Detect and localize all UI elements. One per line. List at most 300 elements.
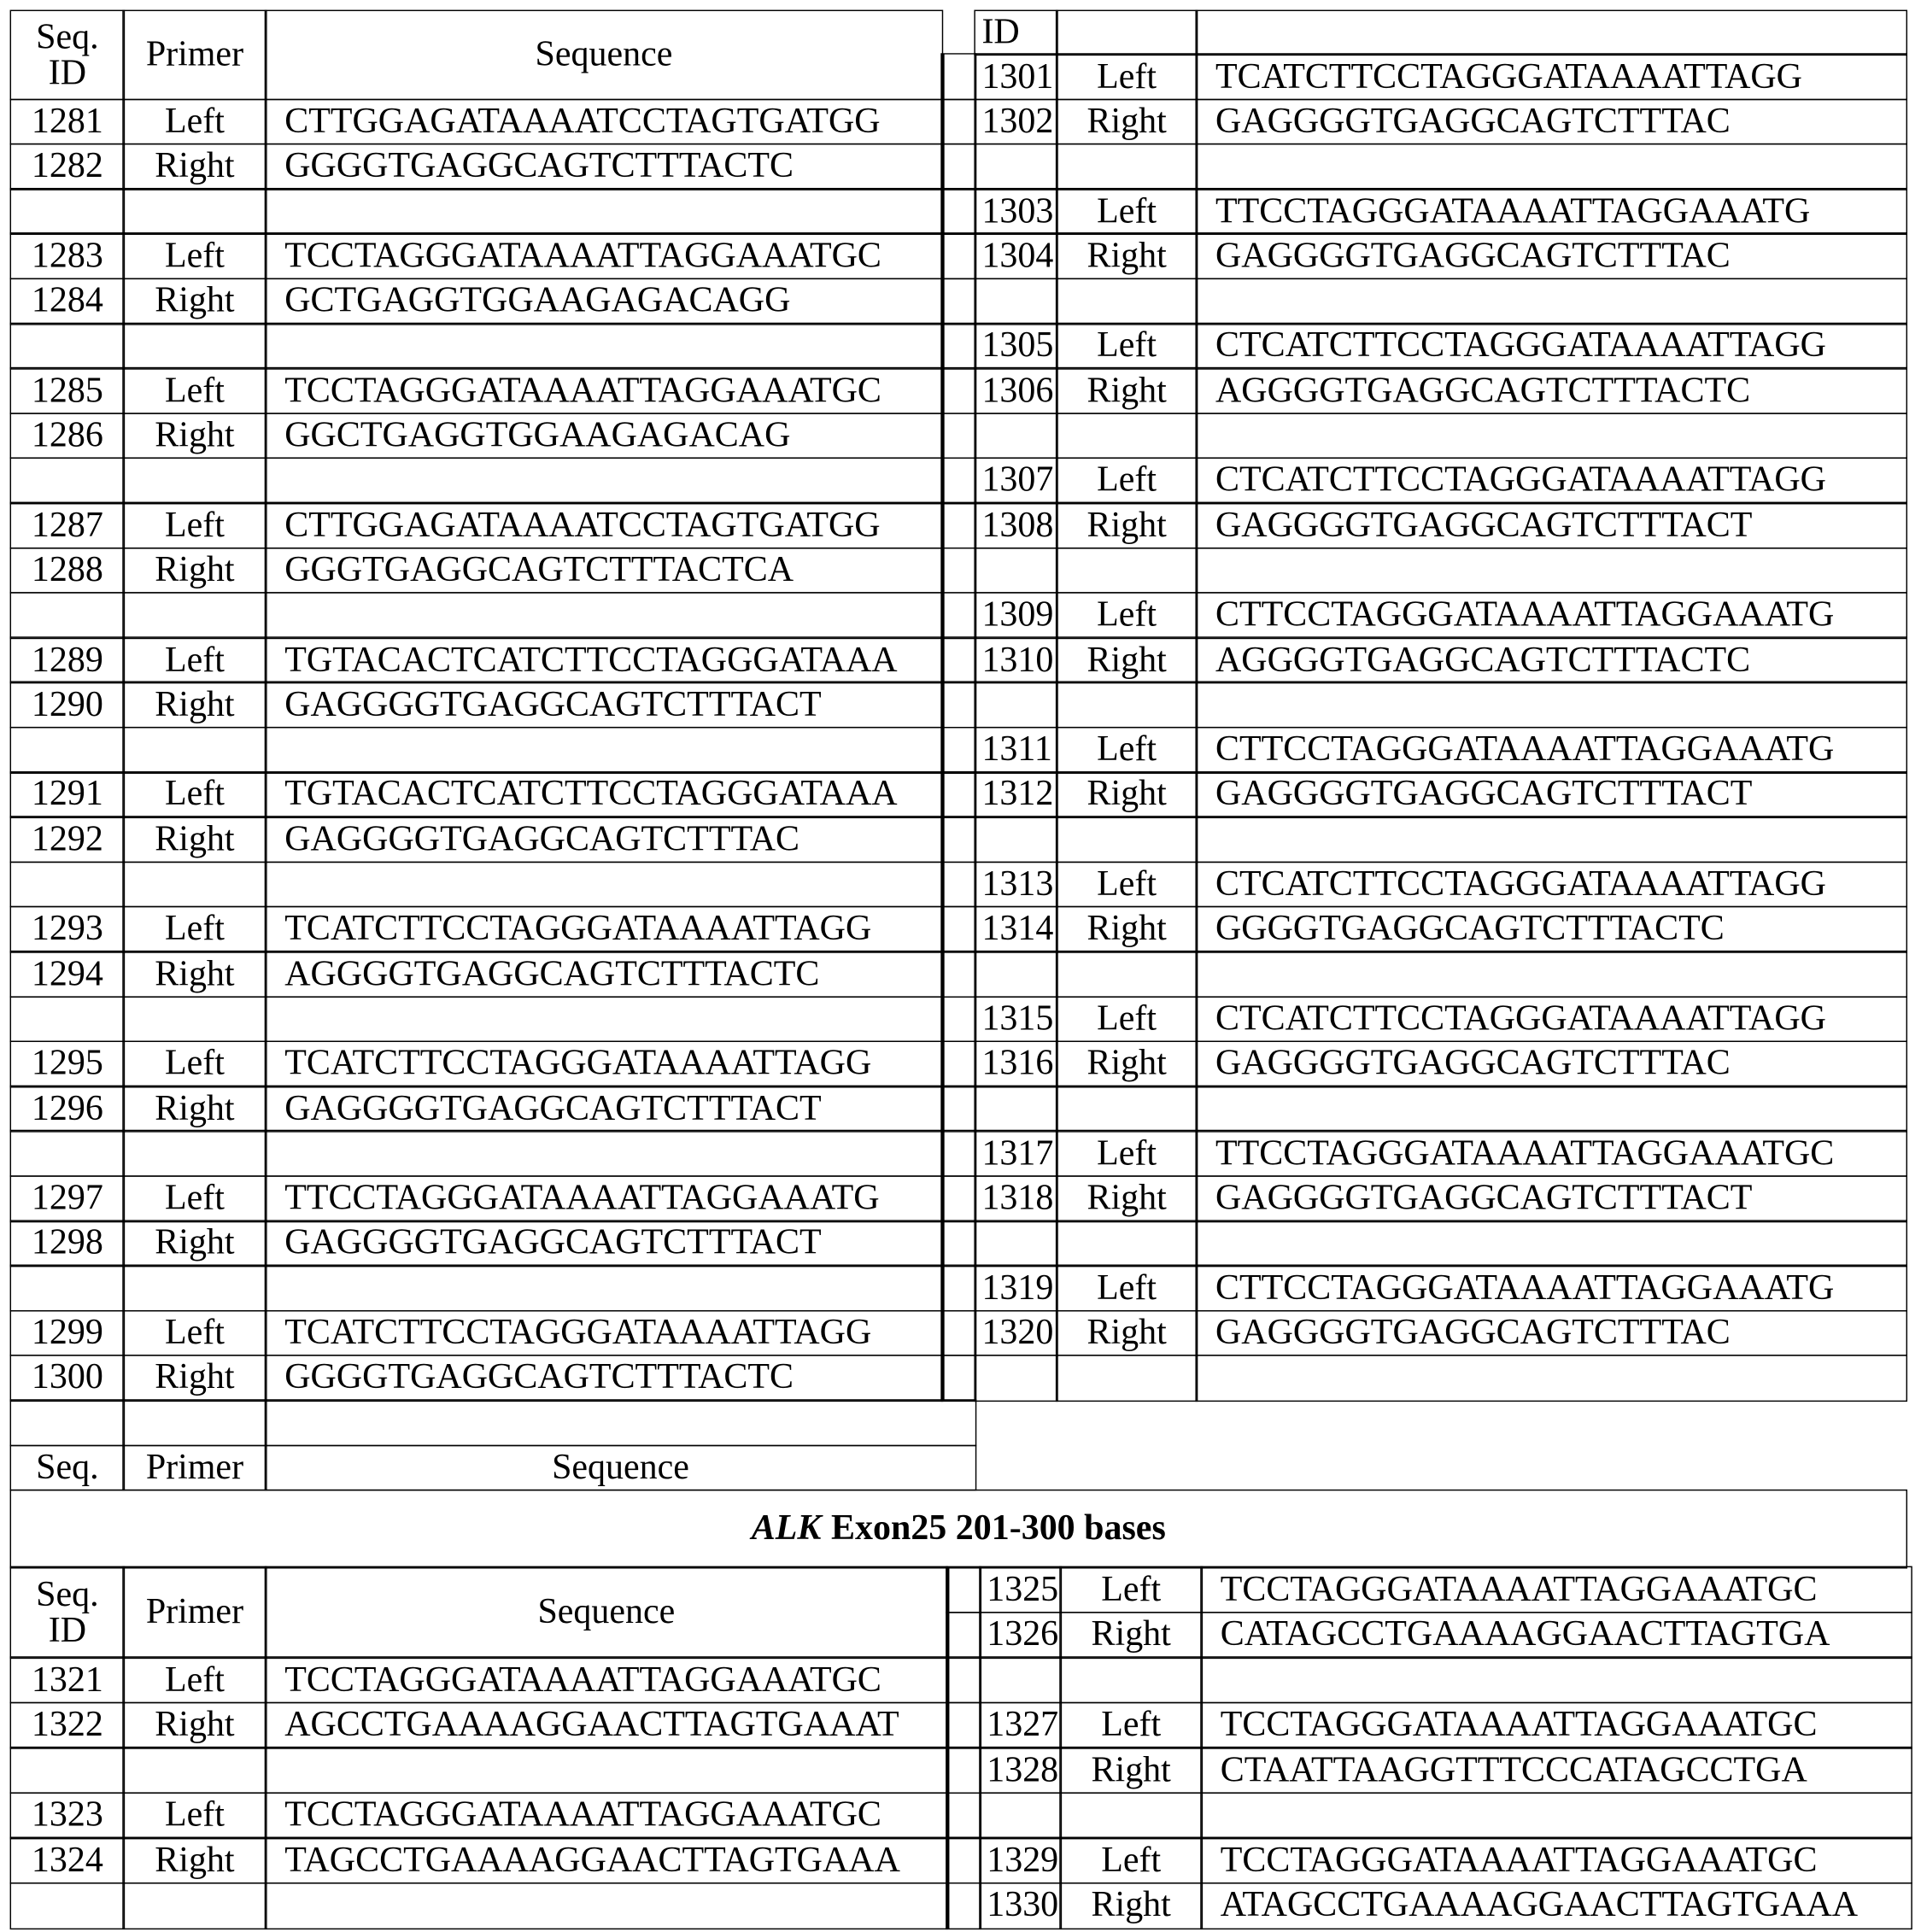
- row-stub: [941, 727, 976, 774]
- seq-id-cell: [10, 906, 125, 953]
- seq-id-cell: [10, 1175, 125, 1222]
- seq-id-cell: [10, 1355, 125, 1402]
- primer-cell-text: Right: [1086, 1180, 1166, 1216]
- continued-header-primer-text: Primer: [146, 1449, 243, 1485]
- empty-cell: [975, 143, 1058, 190]
- sequence-cell: [1196, 367, 1907, 414]
- seq-id-cell-text: 1313: [981, 867, 1053, 903]
- sequence-cell: [1201, 1837, 1912, 1884]
- primer-cell: [123, 278, 267, 325]
- primer-cell-text: Left: [165, 507, 225, 543]
- primer-cell-text: Right: [1086, 911, 1166, 947]
- primer-cell-text: Right: [1086, 642, 1166, 678]
- row-stub: [941, 323, 976, 370]
- sequence-cell-text: TCATCTTCCTAGGGATAAAATTAGG: [284, 1046, 871, 1082]
- sequence-cell: [1196, 637, 1907, 684]
- sequence-cell-text: TCCTAGGGATAAAATTAGGAAATGC: [1221, 1842, 1818, 1878]
- primer-cell: [123, 1355, 267, 1402]
- empty-cell: [10, 457, 125, 504]
- primer-cell-text: Right: [155, 553, 234, 588]
- sequence-cell-text: TCATCTTCCTAGGGATAAAATTAGG: [284, 911, 871, 947]
- seq-id-cell: [975, 367, 1058, 414]
- seq-id-cell: [980, 1882, 1062, 1929]
- empty-cell: [1196, 951, 1907, 998]
- sequence-cell: [265, 367, 943, 414]
- seq-id-cell: [10, 98, 125, 145]
- primer-cell-text: Left: [1101, 1842, 1161, 1878]
- seq-id-cell: [10, 1657, 125, 1704]
- sequence-cell: [1196, 1310, 1907, 1357]
- sequence-cell: [1196, 727, 1907, 774]
- row-stub: [941, 54, 976, 101]
- sequence-cell-text: TAGCCTGAAAAGGAACTTAGTGAAA: [284, 1842, 900, 1878]
- sequence-cell: [265, 278, 943, 325]
- empty-cell: [975, 1355, 1058, 1402]
- sequence-cell-text: TCCTAGGGATAAAATTAGGAAATGC: [284, 1798, 881, 1834]
- seq-id-cell: [975, 592, 1058, 639]
- primer-cell: [1056, 233, 1198, 280]
- seq-id-cell: [975, 996, 1058, 1043]
- primer-cell: [1060, 1701, 1203, 1748]
- seq-id-cell-text: 1292: [32, 822, 103, 858]
- seq-id-cell: [10, 637, 125, 684]
- primer-cell: [1056, 1310, 1198, 1357]
- seq-id-cell: [975, 98, 1058, 145]
- primer-cell-text: Right: [155, 284, 234, 319]
- primer-cell: [123, 233, 267, 280]
- sequence-cell: [265, 1220, 943, 1267]
- empty-cell: [1060, 1792, 1203, 1839]
- primer-cell-text: Right: [1086, 1315, 1166, 1351]
- sequence-cell-text: CTTCCTAGGGATAAAATTAGGAAATG: [1215, 732, 1834, 768]
- seq-id-cell: [10, 367, 125, 414]
- seq-id-cell: [10, 1837, 125, 1884]
- gene-name: ALK: [752, 1511, 822, 1547]
- seq-id-cell-text: 1303: [981, 194, 1053, 230]
- empty-cell: [1196, 10, 1907, 56]
- primer-cell: [1056, 54, 1198, 101]
- primer-table-document: [0, 0, 1921, 1932]
- continued-header-seq-text: Seq.: [36, 1449, 98, 1485]
- primer-cell-text: Right: [1086, 1046, 1166, 1082]
- seq-id-cell-text: 1317: [981, 1136, 1053, 1172]
- sequence-cell-text: TCATCTTCCTAGGGATAAAATTAGG: [284, 1315, 871, 1351]
- sequence-cell: [1196, 323, 1907, 370]
- row-stub: [946, 1837, 981, 1884]
- primer-cell: [1060, 1566, 1203, 1613]
- sequence-cell: [1196, 54, 1907, 101]
- primer-cell: [123, 817, 267, 864]
- empty-cell: [265, 457, 943, 504]
- primer-cell-text: Right: [155, 957, 234, 992]
- sequence-cell: [265, 906, 943, 953]
- seq-id-cell-text: 1287: [32, 507, 103, 543]
- primer-cell-text: Right: [1086, 103, 1166, 139]
- seq-id-cell-text: 1283: [32, 238, 103, 274]
- row-stub: [941, 682, 976, 729]
- primer-cell: [123, 1837, 267, 1884]
- empty-cell: [123, 188, 267, 235]
- empty-cell: [1056, 413, 1198, 460]
- empty-cell: [975, 817, 1058, 864]
- sequence-cell-text: TGTACACTCATCTTCCTAGGGATAAA: [284, 776, 897, 812]
- continued-header-primer: [123, 1444, 267, 1491]
- empty-cell: [1056, 1086, 1198, 1133]
- sequence-cell-text: TTCCTAGGGATAAAATTAGGAAATG: [284, 1180, 879, 1216]
- sequence-cell-text: CATAGCCTGAAAAGGAACTTAGTGA: [1221, 1617, 1830, 1653]
- sequence-cell: [265, 1310, 943, 1357]
- primer-cell: [123, 1701, 267, 1748]
- seq-id-cell-text: 1305: [981, 328, 1053, 364]
- continued-header-sequence-text: Sequence: [552, 1449, 689, 1485]
- sequence-cell-text: TTCCTAGGGATAAAATTAGGAAATG: [1215, 194, 1810, 230]
- primer-cell-text: Right: [155, 1842, 234, 1878]
- sequence-cell-text: CTTGGAGATAAAATCCTAGTGATGG: [284, 103, 880, 139]
- primer-cell-text: Right: [155, 1226, 234, 1262]
- empty-cell: [1196, 413, 1907, 460]
- empty-cell: [975, 951, 1058, 998]
- sequence-cell: [1201, 1566, 1912, 1613]
- sequence-cell: [1201, 1701, 1912, 1748]
- sequence-cell-text: GGGTGAGGCAGTCTTTACTCA: [284, 553, 794, 588]
- seq-id-cell-text: 1314: [981, 911, 1053, 947]
- sequence-cell: [1196, 502, 1907, 549]
- seq-id-cell-text: 1301: [981, 59, 1053, 95]
- row-stub: [946, 1792, 981, 1839]
- row-stub: [941, 278, 976, 325]
- sequence-cell-text: TCCTAGGGATAAAATTAGGAAATGC: [284, 373, 881, 409]
- empty-cell: [10, 996, 125, 1043]
- sequence-cell: [265, 1837, 948, 1884]
- row-stub: [941, 906, 976, 953]
- primer-cell-text: Left: [165, 103, 225, 139]
- sequence-cell-text: TGTACACTCATCTTCCTAGGGATAAA: [284, 642, 897, 678]
- primer-cell-text: Left: [1097, 194, 1157, 230]
- primer-cell: [1056, 1265, 1198, 1312]
- primer-cell: [1056, 1130, 1198, 1177]
- primer-cell: [123, 682, 267, 729]
- seq-id-cell-text: 1284: [32, 284, 103, 319]
- row-stub: [946, 1747, 981, 1794]
- row-stub: [941, 1086, 976, 1133]
- row-stub: [941, 1130, 976, 1177]
- primer-cell-text: Left: [165, 911, 225, 947]
- primer-cell: [1056, 1175, 1198, 1222]
- seq-id-cell-text: 1290: [32, 687, 103, 723]
- sequence-cell: [265, 1792, 948, 1839]
- empty-cell: [265, 1882, 948, 1929]
- seq-id-cell-text: 1321: [32, 1662, 103, 1698]
- sequence-cell: [1196, 592, 1907, 639]
- sequence-cell: [1196, 906, 1907, 953]
- sequence-cell-text: TCCTAGGGATAAAATTAGGAAATGC: [1221, 1572, 1818, 1607]
- primer-cell: [1056, 1040, 1198, 1087]
- empty-cell: [265, 1265, 943, 1312]
- seq-id-cell: [975, 906, 1058, 953]
- row-stub: [946, 1566, 981, 1613]
- primer-cell: [123, 547, 267, 594]
- empty-cell: [10, 861, 125, 908]
- sequence-cell: [1196, 1265, 1907, 1312]
- primer-cell: [123, 1086, 267, 1133]
- seq-id-cell: [10, 413, 125, 460]
- seq-id-cell-text: 1327: [987, 1707, 1058, 1743]
- empty-cell: [123, 861, 267, 908]
- header-id: [975, 10, 1058, 56]
- header-seq-id: [10, 1566, 125, 1659]
- primer-cell-text: Left: [165, 1798, 225, 1834]
- seq-id-cell-text: 1307: [981, 463, 1053, 499]
- sequence-cell-text: TCCTAGGGATAAAATTAGGAAATGC: [284, 1662, 881, 1698]
- seq-id-cell: [10, 278, 125, 325]
- primer-cell-text: Right: [1086, 776, 1166, 812]
- empty-cell: [10, 1882, 125, 1929]
- primer-cell-text: Left: [165, 1662, 225, 1698]
- row-stub: [941, 502, 976, 549]
- row-stub: [946, 1701, 981, 1748]
- empty-cell: [123, 996, 267, 1043]
- primer-cell: [123, 367, 267, 414]
- sequence-cell-text: TCCTAGGGATAAAATTAGGAAATGC: [1221, 1707, 1818, 1743]
- seq-id-cell: [10, 1086, 125, 1133]
- empty-cell: [1056, 1355, 1198, 1402]
- primer-cell: [123, 906, 267, 953]
- row-stub: [941, 817, 976, 864]
- sequence-cell: [1196, 861, 1907, 908]
- sequence-cell-text: GAGGGGTGAGGCAGTCTTTAC: [284, 822, 799, 858]
- primer-cell-text: Right: [155, 1360, 234, 1396]
- primer-cell: [1056, 906, 1198, 953]
- sequence-cell-text: ATAGCCTGAAAAGGAACTTAGTGAAA: [1221, 1888, 1858, 1923]
- empty-cell: [975, 1220, 1058, 1267]
- sequence-cell: [265, 1657, 948, 1704]
- sequence-cell: [1201, 1747, 1912, 1794]
- primer-cell: [1060, 1747, 1203, 1794]
- primer-cell-text: Left: [1101, 1572, 1161, 1607]
- header-sequence: [265, 10, 943, 100]
- row-stub: [941, 1175, 976, 1222]
- sequence-cell-text: GGGGTGAGGCAGTCTTTACTC: [284, 1360, 794, 1396]
- primer-cell-text: Right: [1092, 1888, 1171, 1923]
- primer-cell: [123, 502, 267, 549]
- seq-id-cell-text: 1318: [981, 1180, 1053, 1216]
- primer-cell: [1056, 188, 1198, 235]
- sequence-cell-text: TCCTAGGGATAAAATTAGGAAATGC: [284, 238, 881, 274]
- empty-cell: [975, 547, 1058, 594]
- seq-id-cell: [10, 547, 125, 594]
- seq-id-cell-text: 1298: [32, 1226, 103, 1262]
- empty-cell: [265, 1130, 943, 1177]
- row-stub: [941, 1310, 976, 1357]
- primer-cell-text: Left: [1097, 1136, 1157, 1172]
- primer-cell: [1056, 457, 1198, 504]
- empty-cell: [10, 1400, 125, 1447]
- sequence-cell: [1196, 1175, 1907, 1222]
- sequence-cell-text: GGGGTGAGGCAGTCTTTACTC: [284, 149, 794, 184]
- section-title-text: Exon25 201-300 bases: [831, 1511, 1166, 1547]
- seq-id-cell-text: 1297: [32, 1180, 103, 1216]
- empty-cell: [10, 323, 125, 370]
- sequence-cell: [265, 547, 943, 594]
- empty-cell: [265, 188, 943, 235]
- sequence-cell: [1196, 1130, 1907, 1177]
- seq-id-cell-text: 1316: [981, 1046, 1053, 1082]
- empty-cell: [1196, 1086, 1907, 1133]
- header-sequence-text: Sequence: [537, 1595, 675, 1630]
- sequence-cell-text: TCATCTTCCTAGGGATAAAATTAGG: [1215, 59, 1802, 95]
- sequence-cell-text: GGCTGAGGTGGAAGAGACAG: [284, 418, 790, 454]
- empty-cell: [10, 727, 125, 774]
- seq-id-cell: [10, 771, 125, 818]
- empty-cell: [1056, 10, 1198, 56]
- sequence-cell: [1201, 1882, 1912, 1929]
- header-seq-id-line1: Seq.: [36, 1577, 98, 1613]
- seq-id-cell-text: 1309: [981, 597, 1053, 633]
- primer-cell: [1056, 996, 1198, 1043]
- row-stub: [941, 98, 976, 145]
- sequence-cell-text: AGCCTGAAAAGGAACTTAGTGAAAT: [284, 1707, 899, 1743]
- row-stub: [941, 1265, 976, 1312]
- sequence-cell: [265, 771, 943, 818]
- header-primer-text: Primer: [146, 37, 243, 73]
- primer-cell: [1056, 502, 1198, 549]
- sequence-cell-text: GAGGGGTGAGGCAGTCTTTAC: [1215, 1315, 1731, 1351]
- primer-cell-text: Left: [1097, 463, 1157, 499]
- seq-id-cell: [10, 1220, 125, 1267]
- row-stub: [941, 457, 976, 504]
- seq-id-cell-text: 1319: [981, 1270, 1053, 1306]
- seq-id-cell: [10, 143, 125, 190]
- seq-id-cell: [980, 1566, 1062, 1613]
- sequence-cell-text: AGGGGTGAGGCAGTCTTTACTC: [1215, 642, 1750, 678]
- sequence-cell: [265, 1355, 943, 1402]
- seq-id-cell: [10, 682, 125, 729]
- row-stub: [941, 637, 976, 684]
- primer-cell: [123, 143, 267, 190]
- primer-cell-text: Left: [1097, 1001, 1157, 1037]
- primer-cell-text: Left: [165, 238, 225, 274]
- primer-cell-text: Left: [1097, 597, 1157, 633]
- sequence-cell-text: AGGGGTGAGGCAGTCTTTACTC: [1215, 373, 1750, 409]
- empty-cell: [123, 1400, 267, 1447]
- seq-id-cell: [975, 188, 1058, 235]
- header-primer: [123, 10, 267, 100]
- primer-cell-text: Right: [1086, 507, 1166, 543]
- row-stub: [941, 1355, 976, 1402]
- primer-cell-text: Right: [155, 1091, 234, 1127]
- row-stub: [941, 547, 976, 594]
- sequence-cell-text: CTTGGAGATAAAATCCTAGTGATGG: [284, 507, 880, 543]
- seq-id-cell: [10, 233, 125, 280]
- empty-cell: [123, 1747, 267, 1794]
- empty-cell: [123, 1130, 267, 1177]
- sequence-cell-text: GAGGGGTGAGGCAGTCTTTAC: [1215, 1046, 1731, 1082]
- seq-id-cell: [980, 1612, 1062, 1659]
- row-stub: [941, 592, 976, 639]
- sequence-cell-text: GCTGAGGTGGAAGAGACAGG: [284, 284, 790, 319]
- empty-cell: [1060, 1657, 1203, 1704]
- primer-cell-text: Left: [165, 373, 225, 409]
- header-seq-id: [10, 10, 125, 100]
- primer-cell-text: Left: [165, 1180, 225, 1216]
- empty-cell: [975, 278, 1058, 325]
- seq-id-cell: [975, 861, 1058, 908]
- empty-cell: [265, 592, 943, 639]
- seq-id-cell-text: 1330: [987, 1888, 1058, 1923]
- row-stub: [946, 1882, 981, 1929]
- seq-id-cell: [975, 1175, 1058, 1222]
- row-stub: [941, 143, 976, 190]
- sequence-cell-text: GAGGGGTGAGGCAGTCTTTAC: [1215, 103, 1731, 139]
- sequence-cell-text: GAGGGGTGAGGCAGTCTTTACT: [1215, 776, 1752, 812]
- primer-cell-text: Right: [155, 687, 234, 723]
- row-stub: [946, 1612, 981, 1659]
- sequence-cell-text: TTCCTAGGGATAAAATTAGGAAATGC: [1215, 1136, 1834, 1172]
- empty-cell: [1201, 1792, 1912, 1839]
- primer-cell: [1056, 367, 1198, 414]
- row-stub: [941, 188, 976, 235]
- primer-cell: [123, 1220, 267, 1267]
- primer-cell: [123, 1792, 267, 1839]
- primer-cell: [123, 1040, 267, 1087]
- seq-id-cell-text: 1312: [981, 776, 1053, 812]
- sequence-cell-text: CTCATCTTCCTAGGGATAAAATTAGG: [1215, 463, 1826, 499]
- seq-id-cell-text: 1308: [981, 507, 1053, 543]
- seq-id-cell-text: 1296: [32, 1091, 103, 1127]
- sequence-cell-text: GAGGGGTGAGGCAGTCTTTACT: [284, 1091, 821, 1127]
- primer-cell-text: Left: [1097, 732, 1157, 768]
- continued-header-sequence: [265, 1444, 976, 1491]
- primer-cell-text: Left: [165, 776, 225, 812]
- empty-cell: [1201, 1657, 1912, 1704]
- primer-cell: [123, 1657, 267, 1704]
- empty-cell: [1196, 1220, 1907, 1267]
- seq-id-cell: [975, 1265, 1058, 1312]
- header-id-text: ID: [981, 15, 1019, 50]
- seq-id-cell-text: 1302: [981, 103, 1053, 139]
- sequence-cell-text: AGGGGTGAGGCAGTCTTTACTC: [284, 957, 819, 992]
- empty-cell: [980, 1792, 1062, 1839]
- primer-cell-text: Right: [155, 822, 234, 858]
- seq-id-cell-text: 1311: [981, 732, 1051, 768]
- seq-id-cell: [975, 1040, 1058, 1087]
- sequence-cell: [265, 682, 943, 729]
- sequence-cell: [1196, 996, 1907, 1043]
- sequence-cell-text: GGGGTGAGGCAGTCTTTACTC: [1215, 911, 1725, 947]
- primer-cell-text: Left: [165, 1315, 225, 1351]
- primer-cell-text: Right: [1092, 1617, 1171, 1653]
- header-sequence: [265, 1566, 948, 1659]
- seq-id-cell-text: 1306: [981, 373, 1053, 409]
- sequence-cell: [265, 233, 943, 280]
- primer-cell: [123, 1310, 267, 1357]
- header-seq-id-line1: Seq.: [36, 19, 98, 55]
- empty-cell: [265, 727, 943, 774]
- sequence-cell: [265, 502, 943, 549]
- seq-id-cell-text: 1329: [987, 1842, 1058, 1878]
- header-sequence-text: Sequence: [536, 37, 673, 73]
- primer-cell-text: Left: [165, 642, 225, 678]
- empty-cell: [975, 413, 1058, 460]
- sequence-cell: [265, 1086, 943, 1133]
- seq-id-cell-text: 1286: [32, 418, 103, 454]
- seq-id-cell: [975, 457, 1058, 504]
- row-stub: [941, 1220, 976, 1267]
- row-stub: [941, 413, 976, 460]
- empty-cell: [123, 1882, 267, 1929]
- sequence-cell-text: GAGGGGTGAGGCAGTCTTTAC: [1215, 238, 1731, 274]
- row-stub: [941, 771, 976, 818]
